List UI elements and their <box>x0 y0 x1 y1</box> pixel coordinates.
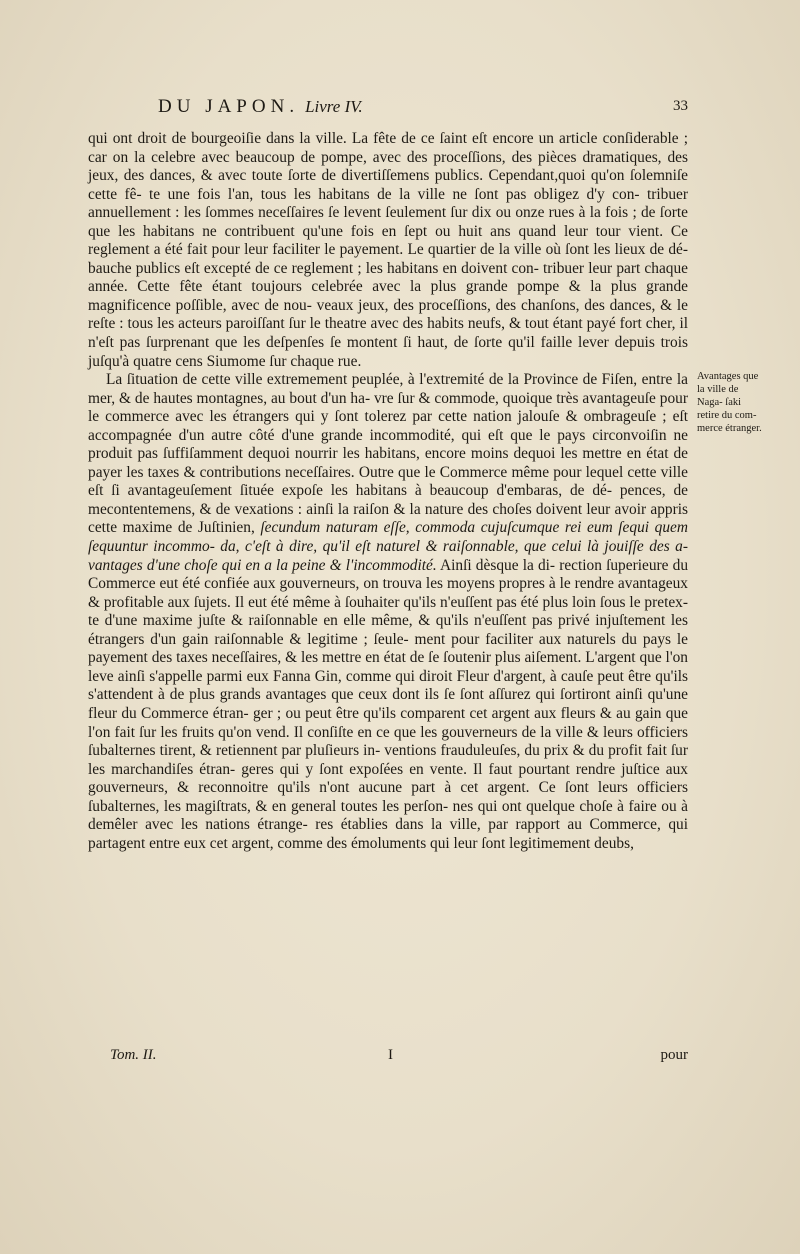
page-number: 33 <box>673 98 688 114</box>
paragraph-2 <box>88 371 688 853</box>
tome-label: Tom. II. <box>110 1047 157 1063</box>
paragraph-2-text: La ſituation de cette ville extremement peuplée, à l'extremité de la Province de Fiſen, entre la mer, & de hautes montagnes, au bout d'un ha- vre ſur & commode, quoique très avantageuſe pour le commerce avec les étrangers qui y ſont tolerez par cette nation jalouſe & ombrageuſe ; eſt accompagnée d'un autre côté d'une grande incommodité, qui eſt que le pays circonvoiſin ne produit pas ſuffiſamment dequoi nourrir les habitans, encore moins dequoi les mettre en état de payer les taxes & contributions neceſſaires. Outre que le Commerce même pour lequel cette ville eſt ſi avantageuſement ſituée expoſe les habitans à beaucoup d'embaras, de dé- pences, de mecontentemens, & de vexations : ainſi la raiſon & la nature des choſes doivent leur avoir appris cette maxime de Juſtinien, <box>88 371 688 537</box>
page-header <box>88 96 688 124</box>
book-number: Livre IV. <box>305 97 363 116</box>
latin-quotation: ſecundum naturam eſſe, commoda cujuſcumque rei eum ſequi quem ſequuntur incommo- da, c'eſt à dire, qu'il eſt naturel & raiſonnable, que celui là jouiſſe des a- vantages d'une choſe qui en a la peine & l'incommodité. <box>88 519 688 574</box>
catchword: pour <box>660 1047 688 1063</box>
paragraph-2-continuation: Ainſi dèsque la di- rection ſuperieure du Commerce eut été confiée aux gouverneurs, on trouva les moyens propres à le rendre avantageux & profitable aux ſujets. Il eut été même à ſouhaiter qu'ils n'euſſent pas été plus loin ſous le pretex- te d'une maxime juſte & raiſonnable en elle même, & qu'ils n'euſſent pas privé injuſtement les étrangers d'un gain raiſonnable & legitime ; ſeule- ment pour faciliter aux naturels du pays le payement des taxes neceſſaires, & les mettre en état de ſe ſoutenir plus aiſement. L'argent que l'on leve ainſi s'appelle parmi eux Fanna Gin, comme qui diroit Fleur d'argent, à cauſe peut être qu'ils s'attendent à de plus grands avantages que ceux dont ils ſe ſont aſſurez qui ſortiront ainſi qu'une fleur du Commerce étran- ger ; ou peut être qu'ils comparent cet argent aux fleurs & au gain que l'on fait ſur les fruits qu'on vend. Il conſiſte en ce que les gouverneurs de la ville & leurs officiers ſubalternes tirent, & retiennent par pluſieurs in- ventions frauduleuſes, du prix & du profit fait ſur les marchandiſes étran- geres qui y ſont expoſées en vente. Il faut pourtant rendre juſtice aux gouverneurs, & reconnoitre qu'ils n'ont aucune part à cet argent. Ce ſont leurs officiers ſubalternes, les magiſtrats, & en general toutes les perſon- nes qui ont quelque choſe à faire ou à demêler avec les nations étrange- res établies dans la ville, par rapport au Commerce, qui partagent entre eux cet argent, comme des émoluments qui leur ſont legitimement deubs, <box>88 556 689 852</box>
running-title: DU JAPON. Livre IV. <box>158 96 363 117</box>
page-footer <box>88 1047 688 1067</box>
body-text <box>88 130 688 853</box>
signature-mark: I <box>388 1047 393 1063</box>
paragraph-1: qui ont droit de bourgeoiſie dans la ville. La fête de ce ſaint eſt encore un article conſiderable ; car on la celebre avec beaucoup de pompe, avec des proceſſions, des pièces dramatiques, des jeux, des dances, & avec toute ſorte de divertiſſemens publics. Cependant,quoi qu'on ſolemniſe cette fê- te une fois l'an, tous les habitans de la ville ne ſont pas obligez d'y con- tribuer annuellement : les ſommes neceſſaires ſe levent ſeulement ſur dix ou onze rues à la fois ; de ſorte que les habitans ne contribuent qu'une fois en ſept ou huit ans quand leur tour vient. Ce reglement a été fait pour leur faciliter le payement. Le quartier de la ville où ſont les lieux de dé- bauche publics eſt excepté de ce reglement ; les habitans en doivent con- tribuer leur part chaque année. Cette fête étant toujours celebrée avec la plus grande pompe & la plus grande magnificence poſſible, avec de nou- veaux jeux, des proceſſions, des chanſons, des dances, & le reſte : tous les acteurs paroiſſant ſur le theatre avec des habits neufs, & tout étant payé fort cher, il n'eſt pas ſurprenant que les deſpenſes ſe montent ſi haut, de ſorte qu'il faille lever depuis trois juſqu'à quatre cens Siumome ſur chaque rue. <box>88 130 688 370</box>
margin-note: Avantages que la ville de Naga- ſaki retire du com- merce étranger. <box>697 371 762 434</box>
